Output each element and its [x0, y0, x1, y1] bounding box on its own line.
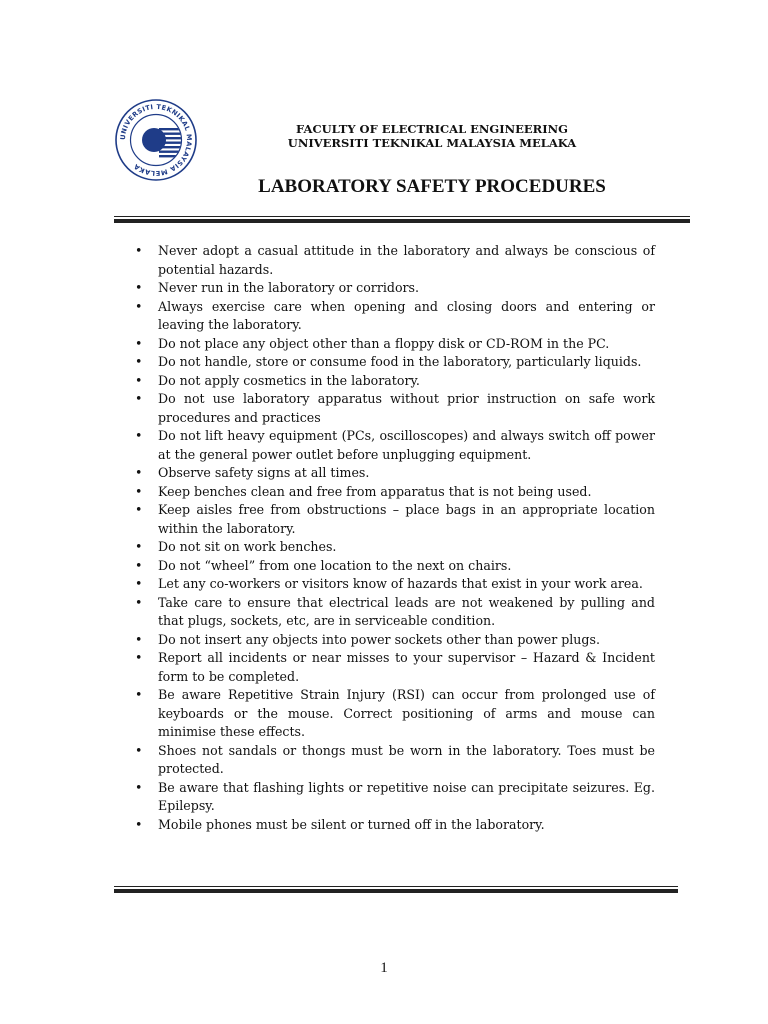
list-item	[130, 464, 655, 483]
list-item	[130, 242, 655, 279]
list-item	[130, 649, 655, 686]
top-divider	[114, 216, 690, 223]
bullet-icon: •	[135, 243, 143, 258]
bullet-icon: •	[135, 594, 143, 610]
list-item-text: Be aware that flashing lights or repetitive noise can precipitate seizures. Eg. Epilepsy.	[158, 779, 655, 813]
bullet-icon: •	[135, 576, 143, 591]
bullet-icon: •	[135, 687, 143, 702]
university-seal-icon	[114, 98, 198, 182]
list-item-text: Never adopt a casual attitude in the laboratory and always be conscious of potential hazards.	[158, 243, 655, 277]
list-item-text: Do not apply cosmetics in the laboratory.	[158, 372, 420, 388]
list-item	[130, 353, 655, 372]
list-item-text: Let any co-workers or visitors know of hazards that exist in your work area.	[158, 576, 643, 591]
bullet-icon: •	[135, 631, 143, 647]
bullet-icon: •	[135, 298, 143, 314]
list-item	[130, 575, 655, 594]
list-item-text: Keep aisles free from obstructions – place bags in an appropriate location within the laboratory.	[158, 502, 655, 536]
list-item	[130, 631, 655, 650]
bullet-icon: •	[135, 372, 143, 388]
bullet-icon: •	[135, 335, 143, 351]
list-item-text: Do not handle, store or consume food in the laboratory, particularly liquids.	[158, 354, 642, 369]
list-item-text: Mobile phones must be silent or turned off in the laboratory.	[158, 816, 545, 832]
safety-rules-list	[130, 242, 655, 834]
bullet-icon: •	[135, 502, 143, 517]
bullet-icon: •	[135, 483, 143, 499]
list-item	[130, 816, 655, 835]
bullet-icon: •	[135, 557, 143, 573]
list-item	[130, 779, 655, 816]
faculty-name: FACULTY OF ELECTRICAL ENGINEERING	[296, 122, 568, 136]
list-item-text: Observe safety signs at all times.	[158, 465, 370, 480]
bottom-divider	[114, 886, 678, 893]
list-item-text: Always exercise care when opening and closing doors and entering or leaving the laboratory.	[158, 298, 655, 332]
list-item	[130, 538, 655, 557]
list-item	[130, 483, 655, 502]
list-item	[130, 298, 655, 335]
university-name: UNIVERSITI TEKNIKAL MALAYSIA MELAKA	[287, 136, 577, 150]
list-item-text: Shoes not sandals or thongs must be worn in the laboratory. Toes must be protected.	[158, 742, 655, 776]
list-item-text: Report all incidents or near misses to your supervisor – Hazard & Incident form to be completed.	[158, 650, 655, 684]
list-item-text: Keep benches clean and free from apparatus that is not being used.	[158, 483, 592, 499]
list-item-text: Do not “wheel” from one location to the next on chairs.	[158, 557, 512, 573]
bullet-icon: •	[135, 742, 143, 758]
page-number: 1	[380, 960, 388, 976]
list-item	[130, 279, 655, 298]
bullet-icon: •	[135, 779, 143, 795]
list-item-text: Do not insert any objects into power sockets other than power plugs.	[158, 631, 600, 647]
list-item-text: Do not lift heavy equipment (PCs, oscilloscopes) and always switch off power at the general power outlet before unplugging equipment.	[158, 428, 655, 462]
list-item	[130, 594, 655, 631]
list-item-text: Never run in the laboratory or corridors.	[158, 280, 420, 295]
list-item-text: Do not place any object other than a floppy disk or CD-ROM in the PC.	[158, 335, 610, 351]
list-item	[130, 501, 655, 538]
bullet-icon: •	[135, 465, 143, 480]
list-item	[130, 686, 655, 742]
list-item	[130, 742, 655, 779]
bullet-icon: •	[135, 539, 143, 554]
bullet-icon: •	[135, 354, 143, 369]
list-item-text: Do not sit on work benches.	[158, 539, 337, 554]
list-item-text: Do not use laboratory apparatus without prior instruction on safe work procedures and practices	[158, 391, 655, 425]
list-item-text: Take care to ensure that electrical leads are not weakened by pulling and that plugs, sockets, etc, are in serviceable condition.	[158, 594, 655, 628]
list-item	[130, 557, 655, 576]
list-item	[130, 390, 655, 427]
bullet-icon: •	[135, 816, 143, 832]
list-item	[130, 372, 655, 391]
list-item	[130, 427, 655, 464]
svg-text:UNIVERSITI TEKNIKAL MALAYSIA M: UNIVERSITI TEKNIKAL MALAYSIA MELAKA	[118, 102, 194, 178]
list-item-text: Be aware Repetitive Strain Injury (RSI) can occur from prolonged use of keyboards or the mouse. Correct positioning of arms and mouse can minimise these effects.	[158, 687, 655, 739]
bullet-icon: •	[135, 650, 143, 665]
list-item	[130, 335, 655, 354]
bullet-icon: •	[135, 428, 143, 443]
bullet-icon: •	[135, 391, 143, 406]
page-title: LABORATORY SAFETY PROCEDURES	[258, 176, 606, 197]
bullet-icon: •	[135, 280, 143, 295]
